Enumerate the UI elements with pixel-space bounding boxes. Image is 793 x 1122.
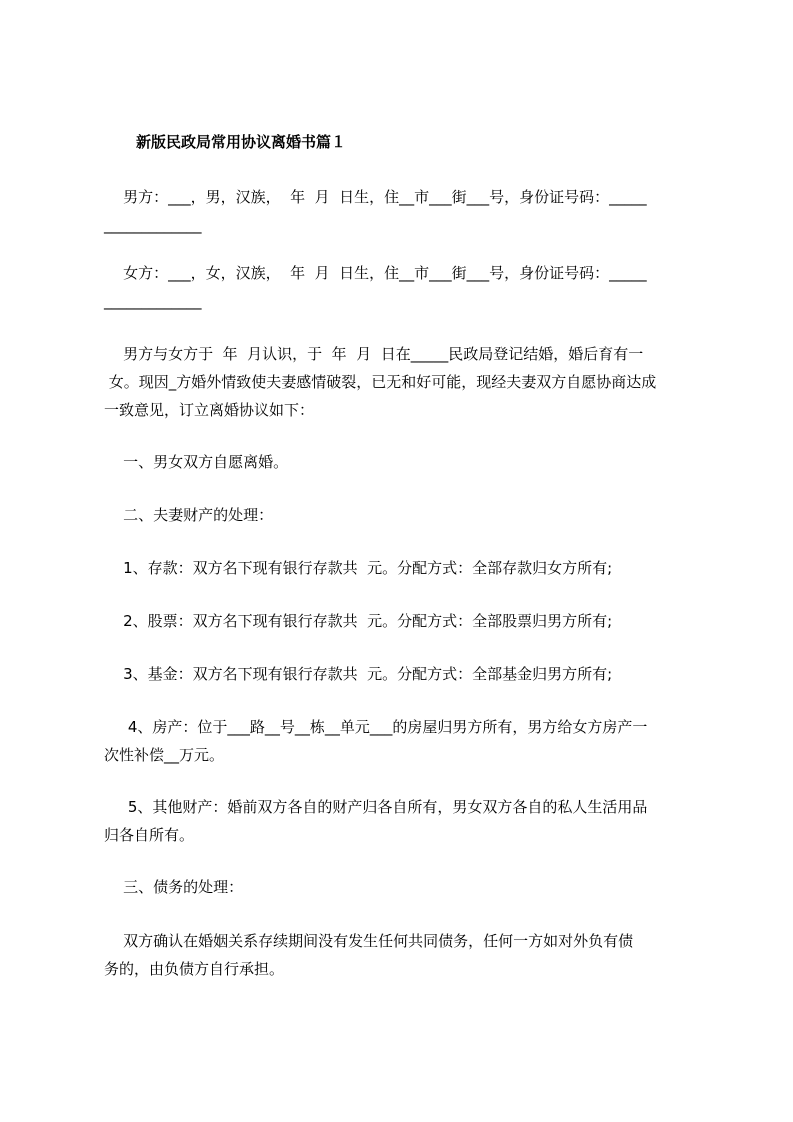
list-item: 1、存款：双方名下现有银行存款共 元。分配方式：全部存款归女方所有; xyxy=(104,559,613,577)
paragraph-line: _____________ xyxy=(104,292,202,310)
section-heading: 二、夫妻财产的处理： xyxy=(104,506,274,524)
paragraph-line: 女。现因_方婚外情致使夫妻感情破裂，已无和好可能，现经夫妻双方自愿协商达成 xyxy=(104,373,657,391)
list-item: 4、房产：位于___路__号__栋__单元___的房屋归男方所有，男方给女方房产一 xyxy=(104,718,648,736)
list-item: 归各自所有。 xyxy=(104,826,195,844)
section-heading: 一、男女双方自愿离婚。 xyxy=(104,453,289,471)
paragraph-line: 男方：___，男，汉族， 年 月 日生，住__市___街___号，身份证号码：_____ xyxy=(104,188,647,206)
paragraph-line: 务的，由负债方自行承担。 xyxy=(104,960,285,978)
paragraph-line: 男方与女方于 年 月认识，于 年 月 日在_____民政局登记结婚，婚后育有一 xyxy=(104,345,644,363)
list-item: 次性补偿__万元。 xyxy=(104,746,225,764)
list-item: 5、其他财产：婚前双方各自的财产归各自所有，男女双方各自的私人生活用品 xyxy=(104,798,648,816)
paragraph-line: 女方：___，女，汉族， 年 月 日生，住__市___街___号，身份证号码：_____ xyxy=(104,264,647,282)
paragraph-line: _____________ xyxy=(104,216,202,234)
section-heading: 三、债务的处理： xyxy=(104,878,244,896)
list-item: 2、股票：双方名下现有银行存款共 元。分配方式：全部股票归男方所有; xyxy=(104,612,613,630)
paragraph-line: 双方确认在婚姻关系存续期间没有发生任何共同债务，任何一方如对外负有债 xyxy=(104,932,634,950)
document-title: 新版民政局常用协议离婚书篇１ xyxy=(136,133,347,151)
list-item: 3、基金：双方名下现有银行存款共 元。分配方式：全部基金归男方所有; xyxy=(104,665,613,683)
paragraph-line: 一致意见，订立离婚协议如下： xyxy=(104,401,315,419)
